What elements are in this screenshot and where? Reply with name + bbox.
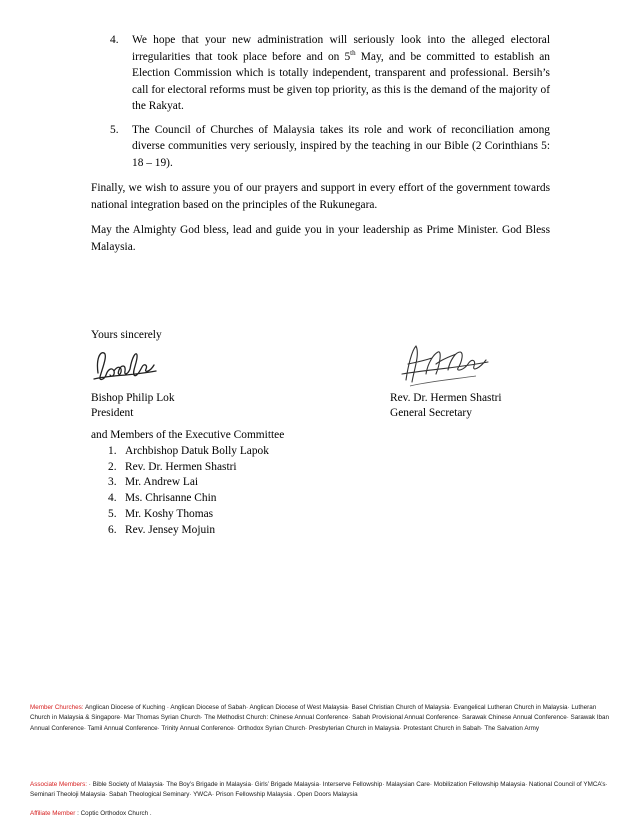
member-number: 4. xyxy=(108,492,117,505)
point-text: We hope that your new administration will seriously look into the alleged electoral irregularities that took place before and on 5 xyxy=(132,34,550,63)
affiliate-member-text: : Coptic Orthodox Church . xyxy=(75,810,152,817)
footer-associate-members xyxy=(30,780,610,801)
point-text: The Council of Churches of Malaysia takes its role and work of reconciliation among diverse communities very seriously, inspired by the teaching in our Bible (2 Corinthians 5: 18 – 19). xyxy=(132,123,550,169)
member-number: 2. xyxy=(108,460,117,473)
signatory-name-lok: Bishop Philip Lok xyxy=(91,392,175,404)
list-item xyxy=(108,523,284,539)
executive-heading: and Members of the Executive Committee xyxy=(91,429,285,441)
member-name: Ms. Chrisanne Chin xyxy=(125,492,217,505)
point-text-cont: May, and be committed to establish an Election Commission which is totally independent, transparent and professional. Bersih’s call for electoral reforms must be given top priority, as this is the demand of the majority of the Rakyat. xyxy=(132,50,550,112)
member-churches-text: Anglican Diocese of Kuching · Anglican Diocese of Sabah· Anglican Diocese of West Malaysia· Basel Christian Church of Malaysia· Evangelical Lutheran Church in Malaysia· Lutheran Church in Malaysia & Singapore· Mar Thomas Syrian Church· The Methodist Church: Chinese Annual Conference· Sabah Provisional Annual Conference· Sarawak Chinese Annual Conference· Sarawak Iban Annual Conference· Tamil Annual Conference· Trinity Annual Conference· Orthodox Syrian Church· Presbyterian Church in Malaysia· Protestant Church in Sabah· The Salvation Army xyxy=(30,704,610,732)
list-item xyxy=(108,475,284,491)
affiliate-member-label: Affiliate Member xyxy=(30,810,76,817)
paragraph-finally: Finally, we wish to assure you of our prayers and support in every effort of the government towards national integration based on the principles of the Rukunegara. xyxy=(91,182,550,211)
member-name: Mr. Koshy Thomas xyxy=(125,507,214,520)
executive-committee xyxy=(91,428,284,539)
signatory-name-shastri: Rev. Dr. Hermen Shastri xyxy=(390,392,502,404)
point-4 xyxy=(110,32,550,115)
associate-members-text: · Bible Society of Malaysia· The Boy’s Brigade in Malaysia· Girls’ Brigade Malaysia· Interserve Fellowship· Malaysian Care· Mobilization Fellowship Malaysia· National Council of YMCA’s· Seminari Theoloji Malaysia· Sabah Theological Seminary· YWCA· Prison Fellowship Malaysia . Open Doors Malaysia xyxy=(30,781,608,799)
numbered-points xyxy=(110,32,550,178)
signature-image-shastri xyxy=(396,340,492,390)
member-name: Archbishop Datuk Bolly Lapok xyxy=(125,444,269,457)
member-number: 6. xyxy=(108,523,117,536)
point-number: 5. xyxy=(110,123,119,136)
member-name: Rev. Dr. Hermen Shastri xyxy=(125,460,237,473)
list-item xyxy=(108,491,284,507)
member-churches-label: Member Churches: xyxy=(30,704,84,711)
point-number: 4. xyxy=(110,34,119,46)
member-name: Rev. Jensey Mojuin xyxy=(125,523,216,536)
member-number: 1. xyxy=(108,444,117,457)
member-number: 3. xyxy=(108,476,117,489)
paragraph-blessing: May the Almighty God bless, lead and guide you in your leadership as Prime Minister. God Bless Malaysia. xyxy=(91,224,550,253)
signatory-title-lok: President xyxy=(91,407,134,419)
point-5 xyxy=(110,122,550,172)
closing-text: Yours sincerely xyxy=(91,329,162,341)
footer-affiliate-member xyxy=(30,809,610,819)
signature-image-lok xyxy=(90,345,168,387)
superscript-th: th xyxy=(350,48,356,57)
member-number: 5. xyxy=(108,507,117,520)
list-item xyxy=(108,444,284,460)
signatory-title-shastri: General Secretary xyxy=(390,407,472,419)
member-name: Mr. Andrew Lai xyxy=(125,476,199,489)
associate-members-label: Associate Members: xyxy=(30,781,88,788)
list-item xyxy=(108,507,284,523)
list-item xyxy=(108,460,284,476)
footer-member-churches xyxy=(30,703,610,734)
